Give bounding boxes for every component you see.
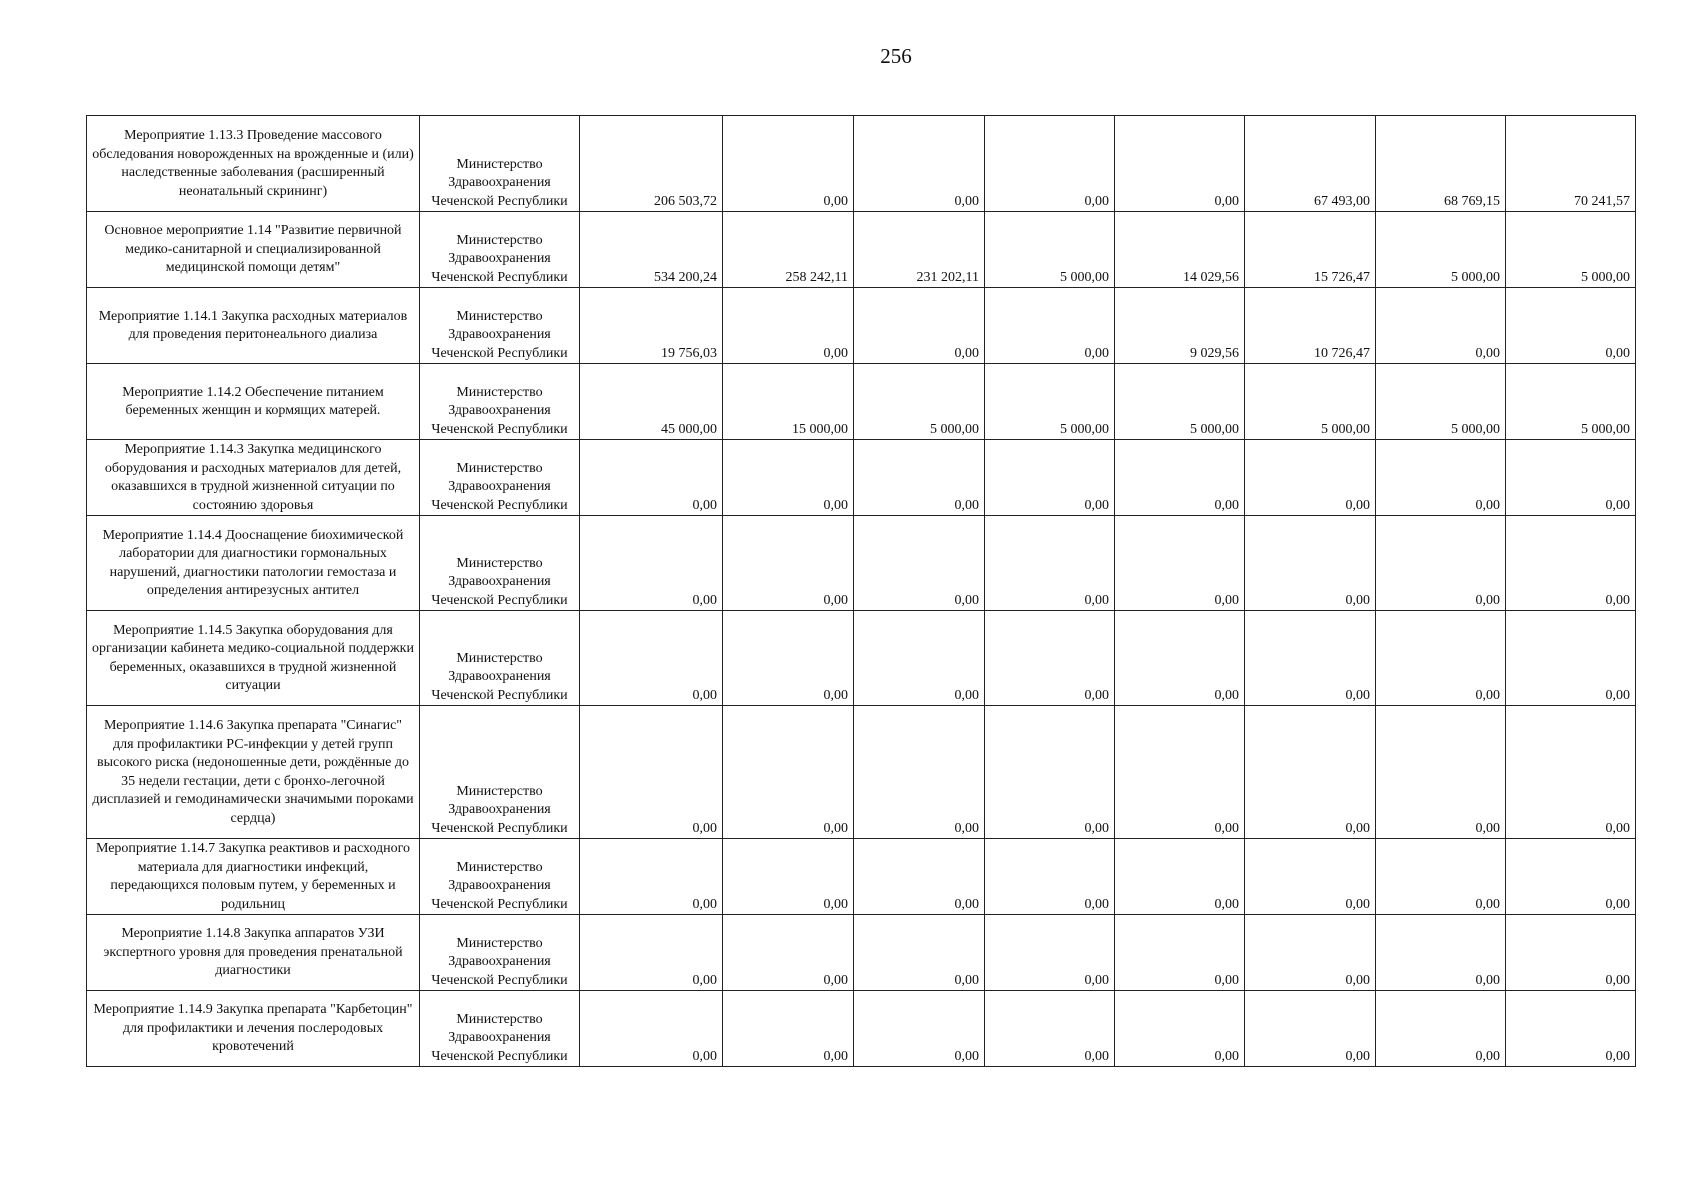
amount-cell: 15 726,47 bbox=[1245, 212, 1376, 288]
amount-cell: 0,00 bbox=[1115, 116, 1245, 212]
amount-cell: 0,00 bbox=[1115, 516, 1245, 611]
amount-cell: 0,00 bbox=[1376, 440, 1506, 516]
amount-cell: 0,00 bbox=[985, 440, 1115, 516]
amount-cell: 10 726,47 bbox=[1245, 288, 1376, 364]
amount-cell: 5 000,00 bbox=[1245, 364, 1376, 440]
amount-cell: 231 202,11 bbox=[854, 212, 985, 288]
amount-cell: 0,00 bbox=[1506, 611, 1636, 706]
executor-cell: Министерство Здравоохранения Чеченской Республики bbox=[420, 440, 580, 516]
amount-cell: 0,00 bbox=[723, 516, 854, 611]
amount-cell: 5 000,00 bbox=[985, 364, 1115, 440]
amount-cell: 0,00 bbox=[854, 991, 985, 1067]
activity-name-cell: Мероприятие 1.14.1 Закупка расходных материалов для проведения перитонеального диализа bbox=[87, 288, 420, 364]
amount-cell: 0,00 bbox=[985, 288, 1115, 364]
amount-cell: 206 503,72 bbox=[580, 116, 723, 212]
amount-cell: 14 029,56 bbox=[1115, 212, 1245, 288]
table-row bbox=[87, 440, 1636, 516]
budget-table bbox=[86, 115, 1636, 1067]
executor-cell: Министерство Здравоохранения Чеченской Республики bbox=[420, 839, 580, 915]
activity-name-cell: Мероприятие 1.14.4 Дооснащение биохимической лаборатории для диагностики гормональных нарушений, диагностики патологии гемостаза и определения антирезусных антител bbox=[87, 516, 420, 611]
amount-cell: 0,00 bbox=[854, 611, 985, 706]
activity-name-cell: Мероприятие 1.14.5 Закупка оборудования для организации кабинета медико-социальной поддержки беременных, оказавшихся в трудной жизненной ситуации bbox=[87, 611, 420, 706]
amount-cell: 0,00 bbox=[580, 991, 723, 1067]
amount-cell: 0,00 bbox=[723, 116, 854, 212]
amount-cell: 0,00 bbox=[1245, 440, 1376, 516]
amount-cell: 0,00 bbox=[1245, 706, 1376, 839]
activity-name-cell: Мероприятие 1.14.6 Закупка препарата "Синагис" для профилактики РС-инфекции у детей групп высокого риска (недоношенные дети, рождённые до 35 недели гестации, дети с бронхо-легочной дисплазией и гемодинамически значимыми пороками сердца) bbox=[87, 706, 420, 839]
amount-cell: 5 000,00 bbox=[1115, 364, 1245, 440]
table-row bbox=[87, 288, 1636, 364]
amount-cell: 0,00 bbox=[985, 915, 1115, 991]
amount-cell: 0,00 bbox=[1115, 915, 1245, 991]
amount-cell: 0,00 bbox=[580, 839, 723, 915]
amount-cell: 0,00 bbox=[1115, 706, 1245, 839]
amount-cell: 0,00 bbox=[723, 440, 854, 516]
amount-cell: 0,00 bbox=[723, 288, 854, 364]
amount-cell: 0,00 bbox=[723, 706, 854, 839]
amount-cell: 0,00 bbox=[985, 611, 1115, 706]
amount-cell: 0,00 bbox=[1115, 440, 1245, 516]
amount-cell: 5 000,00 bbox=[854, 364, 985, 440]
amount-cell: 15 000,00 bbox=[723, 364, 854, 440]
amount-cell: 0,00 bbox=[854, 440, 985, 516]
table-row bbox=[87, 116, 1636, 212]
amount-cell: 45 000,00 bbox=[580, 364, 723, 440]
amount-cell: 0,00 bbox=[1376, 839, 1506, 915]
amount-cell: 0,00 bbox=[723, 839, 854, 915]
amount-cell: 0,00 bbox=[580, 611, 723, 706]
activity-name-cell: Мероприятие 1.14.8 Закупка аппаратов УЗИ экспертного уровня для проведения пренатальной диагностики bbox=[87, 915, 420, 991]
amount-cell: 0,00 bbox=[985, 516, 1115, 611]
amount-cell: 0,00 bbox=[723, 611, 854, 706]
amount-cell: 0,00 bbox=[985, 706, 1115, 839]
amount-cell: 5 000,00 bbox=[1376, 212, 1506, 288]
amount-cell: 5 000,00 bbox=[1506, 364, 1636, 440]
activity-name-cell: Мероприятие 1.14.3 Закупка медицинского оборудования и расходных материалов для детей, оказавшихся в трудной жизненной ситуации по состоянию здоровья bbox=[87, 440, 420, 516]
amount-cell: 0,00 bbox=[1245, 611, 1376, 706]
amount-cell: 0,00 bbox=[985, 116, 1115, 212]
amount-cell: 0,00 bbox=[1506, 915, 1636, 991]
table-row bbox=[87, 706, 1636, 839]
table-row bbox=[87, 212, 1636, 288]
activity-name-cell: Мероприятие 1.14.9 Закупка препарата "Карбетоцин" для профилактики и лечения послеродовых кровотечений bbox=[87, 991, 420, 1067]
activity-name-cell: Основное мероприятие 1.14 "Развитие первичной медико-санитарной и специализированной медицинской помощи детям" bbox=[87, 212, 420, 288]
amount-cell: 0,00 bbox=[1376, 991, 1506, 1067]
table-row bbox=[87, 516, 1636, 611]
table-row bbox=[87, 991, 1636, 1067]
amount-cell: 0,00 bbox=[580, 706, 723, 839]
table-row bbox=[87, 611, 1636, 706]
amount-cell: 0,00 bbox=[580, 440, 723, 516]
amount-cell: 0,00 bbox=[854, 915, 985, 991]
amount-cell: 0,00 bbox=[580, 915, 723, 991]
amount-cell: 5 000,00 bbox=[1376, 364, 1506, 440]
amount-cell: 0,00 bbox=[854, 288, 985, 364]
amount-cell: 19 756,03 bbox=[580, 288, 723, 364]
amount-cell: 0,00 bbox=[1506, 516, 1636, 611]
amount-cell: 534 200,24 bbox=[580, 212, 723, 288]
amount-cell: 0,00 bbox=[1245, 915, 1376, 991]
amount-cell: 0,00 bbox=[1376, 611, 1506, 706]
executor-cell: Министерство Здравоохранения Чеченской Республики bbox=[420, 706, 580, 839]
amount-cell: 9 029,56 bbox=[1115, 288, 1245, 364]
amount-cell: 68 769,15 bbox=[1376, 116, 1506, 212]
amount-cell: 0,00 bbox=[854, 706, 985, 839]
table-row bbox=[87, 364, 1636, 440]
amount-cell: 0,00 bbox=[1115, 991, 1245, 1067]
amount-cell: 0,00 bbox=[723, 915, 854, 991]
activity-name-cell: Мероприятие 1.14.7 Закупка реактивов и расходного материала для диагностики инфекций, передающихся половым путем, у беременных и родильниц bbox=[87, 839, 420, 915]
executor-cell: Министерство Здравоохранения Чеченской Республики bbox=[420, 516, 580, 611]
executor-cell: Министерство Здравоохранения Чеченской Республики bbox=[420, 116, 580, 212]
table-body bbox=[87, 116, 1636, 1067]
amount-cell: 0,00 bbox=[985, 991, 1115, 1067]
amount-cell: 0,00 bbox=[1506, 288, 1636, 364]
amount-cell: 0,00 bbox=[1376, 915, 1506, 991]
amount-cell: 0,00 bbox=[580, 516, 723, 611]
amount-cell: 0,00 bbox=[1115, 611, 1245, 706]
amount-cell: 0,00 bbox=[1376, 706, 1506, 839]
amount-cell: 0,00 bbox=[1245, 991, 1376, 1067]
amount-cell: 0,00 bbox=[723, 991, 854, 1067]
amount-cell: 0,00 bbox=[1245, 516, 1376, 611]
amount-cell: 0,00 bbox=[1245, 839, 1376, 915]
amount-cell: 5 000,00 bbox=[1506, 212, 1636, 288]
amount-cell: 258 242,11 bbox=[723, 212, 854, 288]
amount-cell: 0,00 bbox=[1376, 288, 1506, 364]
table-row bbox=[87, 839, 1636, 915]
executor-cell: Министерство Здравоохранения Чеченской Республики bbox=[420, 212, 580, 288]
executor-cell: Министерство Здравоохранения Чеченской Республики bbox=[420, 288, 580, 364]
executor-cell: Министерство Здравоохранения Чеченской Республики bbox=[420, 364, 580, 440]
page-number: 256 bbox=[880, 44, 912, 68]
amount-cell: 0,00 bbox=[1115, 839, 1245, 915]
activity-name-cell: Мероприятие 1.14.2 Обеспечение питанием беременных женщин и кормящих матерей. bbox=[87, 364, 420, 440]
amount-cell: 0,00 bbox=[1506, 440, 1636, 516]
amount-cell: 0,00 bbox=[854, 116, 985, 212]
executor-cell: Министерство Здравоохранения Чеченской Республики bbox=[420, 611, 580, 706]
amount-cell: 0,00 bbox=[1506, 839, 1636, 915]
amount-cell: 0,00 bbox=[854, 516, 985, 611]
amount-cell: 0,00 bbox=[1506, 706, 1636, 839]
amount-cell: 0,00 bbox=[854, 839, 985, 915]
amount-cell: 0,00 bbox=[1376, 516, 1506, 611]
amount-cell: 0,00 bbox=[985, 839, 1115, 915]
amount-cell: 70 241,57 bbox=[1506, 116, 1636, 212]
executor-cell: Министерство Здравоохранения Чеченской Республики bbox=[420, 915, 580, 991]
amount-cell: 5 000,00 bbox=[985, 212, 1115, 288]
activity-name-cell: Мероприятие 1.13.3 Проведение массового обследования новорожденных на врожденные и (или) наследственные заболевания (расширенный неонатальный скрининг) bbox=[87, 116, 420, 212]
table-row bbox=[87, 915, 1636, 991]
executor-cell: Министерство Здравоохранения Чеченской Республики bbox=[420, 991, 580, 1067]
amount-cell: 0,00 bbox=[1506, 991, 1636, 1067]
amount-cell: 67 493,00 bbox=[1245, 116, 1376, 212]
